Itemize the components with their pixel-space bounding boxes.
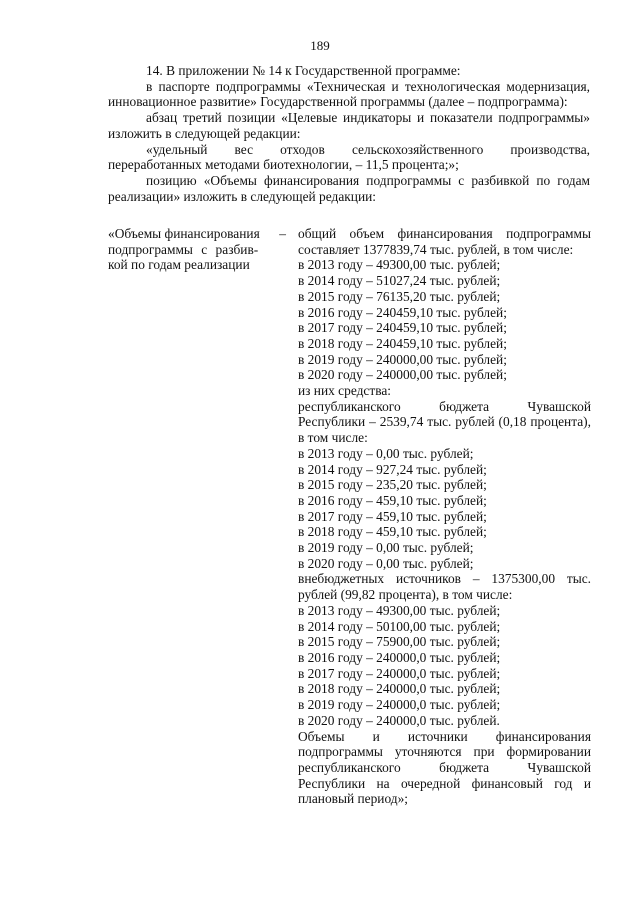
year-item: в 2016 году – 240000,0 тыс. рублей; [298, 649, 501, 665]
year-item: в 2017 году – 240000,0 тыс. рублей; [298, 665, 501, 681]
year-item: в 2016 году – 240459,10 тыс. рублей; [298, 304, 507, 320]
intro-paragraph: позицию «Объемы финансирования подпрограммы с разбивкой по годам реализации» изложить в следующей редакции: [108, 172, 590, 204]
year-item: в 2020 году – 0,00 тыс. рублей; [298, 555, 474, 571]
intro-paragraph: 14. В приложении № 14 к Государственной программе: [146, 63, 461, 78]
closing-text: Объемы и источники финансирования подпрограммы уточняются при формировании республиканского бюджета Чувашской Республики на очередной финансовый год и плановый период»; [298, 728, 591, 807]
year-item: в 2014 году – 927,24 тыс. рублей; [298, 461, 487, 477]
year-item: в 2014 году – 51027,24 тыс. рублей; [298, 273, 501, 289]
financing-details [298, 226, 591, 807]
year-item: в 2019 году – 240000,0 тыс. рублей; [298, 697, 501, 713]
extrabudgetary-text: внебюджетных источников – 1375300,00 тыс. рублей (99,82 процента), в том числе: [298, 571, 591, 603]
position-label-line [108, 226, 286, 242]
total-years-list [298, 257, 591, 383]
year-item: в 2020 году – 240000,0 тыс. рублей. [298, 712, 500, 728]
year-item: в 2017 году – 459,10 тыс. рублей; [298, 508, 487, 524]
year-item: в 2019 году – 0,00 тыс. рублей; [298, 540, 474, 556]
position-label-text: подпрограммы с разбив- [108, 241, 259, 257]
year-item: в 2018 году – 240000,0 тыс. рублей; [298, 681, 501, 697]
year-item: в 2013 году – 49300,00 тыс. рублей; [298, 257, 501, 273]
position-label-dash: – [279, 226, 286, 241]
year-item: в 2019 году – 240000,00 тыс. рублей; [298, 351, 507, 367]
extrabudgetary-years-list [298, 603, 591, 729]
page-number: 189 [310, 38, 330, 53]
intro-paragraph: «удельный вес отходов сельскохозяйственного производства, переработанных методами биотехнологии, – 11,5 процента;»; [108, 141, 590, 173]
year-item: в 2018 году – 240459,10 тыс. рублей; [298, 335, 507, 351]
year-item: в 2018 году – 459,10 тыс. рублей; [298, 524, 487, 540]
position-label [108, 226, 286, 273]
republic-budget-text: республиканского бюджета Чувашской Республики – 2539,74 тыс. рублей (0,18 процента), в том числе: [298, 398, 591, 446]
year-item: в 2013 году – 49300,00 тыс. рублей; [298, 602, 501, 618]
year-item: в 2016 году – 459,10 тыс. рублей; [298, 492, 487, 508]
year-item: в 2017 году – 240459,10 тыс. рублей; [298, 320, 507, 336]
intro-text [108, 63, 590, 204]
year-item: в 2014 году – 50100,00 тыс. рублей; [298, 618, 501, 634]
position-label-line: кой по годам реализации [108, 257, 250, 273]
republic-years-list [298, 446, 591, 572]
year-item: в 2020 году – 240000,00 тыс. рублей; [298, 367, 507, 383]
position-label-line [108, 242, 286, 258]
of-them-label: из них средства: [298, 383, 392, 399]
year-item: в 2013 году – 0,00 тыс. рублей; [298, 445, 474, 461]
intro-paragraph: абзац третий позиции «Целевые индикаторы и показатели подпрограммы» изложить в следующей редакции: [108, 110, 590, 141]
year-item: в 2015 году – 76135,20 тыс. рублей; [298, 288, 501, 304]
intro-paragraph: в паспорте подпрограммы «Техническая и технологическая модернизация, инновационное развитие» Государственной программы (далее – подпрограмма): [108, 78, 590, 110]
total-financing-text: общий объем финансирования подпрограммы составляет 1377839,74 тыс. рублей, в том числе: [298, 226, 591, 257]
year-item: в 2015 году – 75900,00 тыс. рублей; [298, 634, 501, 650]
position-label-text: «Объемы финансирования [108, 226, 260, 241]
year-item: в 2015 году – 235,20 тыс. рублей; [298, 477, 487, 493]
